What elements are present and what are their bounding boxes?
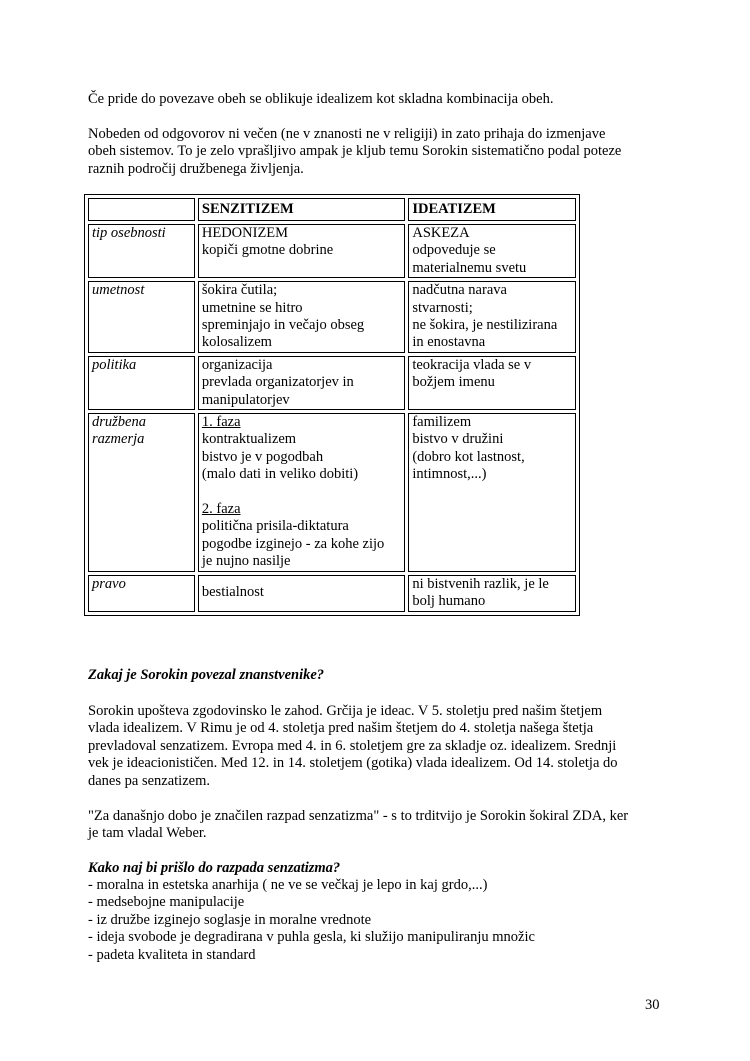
text-line: Sorokin upošteva zgodovinsko le zahod. Grčija je ideac. V 5. stoletju pred našim štetjem (88, 703, 603, 719)
cell-line: božjem imenu (412, 374, 495, 391)
text-line: vlada idealizem. V Rimu je od 4. stoletja pred našim štetjem do 4. stoletja našega štetja (88, 720, 594, 737)
cell-line: stvarnosti; (412, 299, 473, 316)
cell-line: spreminjajo in večajo obseg (201, 317, 365, 334)
header-ideatizem: IDEATIZEM (408, 198, 576, 221)
cell-line: HEDONIZEM (201, 225, 289, 241)
intro-paragraph: Če pride do povezave obeh se oblikuje idealizem kot skladna kombinacija obeh. (88, 91, 554, 107)
cell-line: organizacija (201, 356, 273, 373)
cell-ideatizem (408, 281, 576, 353)
table-row (88, 356, 576, 410)
cell-line: bistvo v družini (412, 431, 504, 448)
header-empty-cell (88, 198, 195, 221)
cell-spacer (202, 484, 401, 501)
cell-line: pogodbe izginejo - za kohe zijo (201, 535, 385, 552)
table-row (88, 575, 576, 612)
cell-line: (dobro kot lastnost, (412, 448, 525, 465)
cell-senzitizem (198, 575, 405, 612)
table-row (88, 281, 576, 353)
cell-line: bistvo je v pogodbah (201, 448, 324, 465)
history-paragraph (88, 703, 668, 790)
phase-1-title: 1. faza (201, 414, 241, 431)
table-row (88, 413, 576, 572)
cell-line: prevlada organizatorjev in (201, 374, 354, 391)
cell-line: razmerja (92, 431, 145, 448)
cell-ideatizem (408, 413, 576, 572)
table-row (88, 224, 576, 278)
cell-ideatizem (408, 575, 576, 612)
cell-line: manipulatorjev (201, 391, 290, 408)
cell-line: bolj humano (412, 593, 486, 610)
list-item: - padeta kvaliteta in standard (88, 946, 256, 963)
cell-line: umetnine se hitro (201, 299, 303, 316)
text-line: vek je ideacionističen. Med 12. in 14. stoletjem (gotika) vlada idealizem. Od 14. stoletja do (88, 755, 618, 772)
cell-senzitizem (198, 356, 405, 410)
text-line: prevladoval senzatizem. Evropa med 4. in 6. stoletjem gre za skladje oz. idealizem. Srednji (88, 737, 617, 754)
list-item: - medsebojne manipulacije (88, 894, 245, 911)
text-line: Nobeden od odgovorov ni večen (ne v znanosti ne v religiji) in zato prihaja do izmenjave (88, 126, 606, 142)
page-number: 30 (645, 997, 660, 1013)
text-line: je tam vladal Weber. (88, 825, 207, 842)
list-item: - moralna in estetska anarhija ( ne ve se večkaj je lepo in kaj grdo,...) (88, 877, 488, 893)
cell-senzitizem (198, 224, 405, 278)
table-header-row (88, 198, 576, 221)
cell-ideatizem (408, 356, 576, 410)
row-label-pravo: pravo (88, 575, 195, 612)
zakaj-heading: Zakaj je Sorokin povezal znanstvenike? (88, 667, 325, 683)
text-line: "Za današnjo dobo je značilen razpad senzatizma" - s to trditvijo je Sorokin šokiral ZDA, ker (88, 808, 629, 824)
cell-line: politična prisila-diktatura (201, 518, 349, 535)
phase-2-title: 2. faza (201, 501, 241, 518)
row-label-politika: politika (88, 356, 195, 410)
cell-line: kolosalizem (201, 334, 272, 351)
cell-line: ni bistvenih razlik, je le (412, 575, 549, 592)
text-line: raznih področij družbenega življenja. (88, 160, 304, 177)
cell-line: družbena (92, 414, 146, 431)
cell-line: bestialnost (201, 584, 264, 601)
cell-line: šokira čutila; (201, 282, 278, 299)
text-line: danes pa senzatizem. (88, 772, 210, 789)
list-item: - iz družbe izginejo soglasje in moralne vrednote (88, 911, 372, 928)
neither-answer-paragraph (88, 126, 668, 178)
cell-line: ne šokira, je nestilizirana (412, 317, 558, 334)
quote-paragraph (88, 808, 668, 843)
header-senzitizem: SENZITIZEM (198, 198, 405, 221)
cell-line: (malo dati in veliko dobiti) (201, 466, 359, 483)
cell-line: nadčutna narava (412, 282, 507, 299)
cell-line: in enostavna (412, 334, 486, 351)
cell-line: je nujno nasilje (201, 553, 291, 570)
cell-ideatizem (408, 224, 576, 278)
kako-heading: Kako naj bi prišlo do razpada senzatizma? (88, 860, 341, 876)
cell-line: materialnemu svetu (412, 259, 527, 276)
row-label-tip-osebnosti: tip osebnosti (88, 224, 195, 278)
cell-line: familizem (412, 414, 472, 431)
cell-line: intimnost,...) (412, 466, 487, 483)
list-item: - ideja svobode je degradirana v puhla gesla, ki služijo manipuliranju množic (88, 929, 535, 946)
causes-list (88, 877, 668, 964)
row-label-umetnost: umetnost (88, 281, 195, 353)
cell-line: teokracija vlada se v (412, 356, 532, 373)
row-label-druzbena-razmerja (88, 413, 195, 572)
cell-senzitizem (198, 281, 405, 353)
cell-line: odpoveduje se (412, 242, 496, 259)
cell-line: kontraktualizem (201, 431, 297, 448)
text-line: obeh sistemov. To je zelo vprašljivo ampak je kljub temu Sorokin sistematično podal poteze (88, 143, 622, 160)
cell-senzitizem (198, 413, 405, 572)
cell-line: ASKEZA (412, 225, 470, 241)
cell-line: kopiči gmotne dobrine (201, 242, 334, 259)
comparison-table (84, 194, 580, 616)
